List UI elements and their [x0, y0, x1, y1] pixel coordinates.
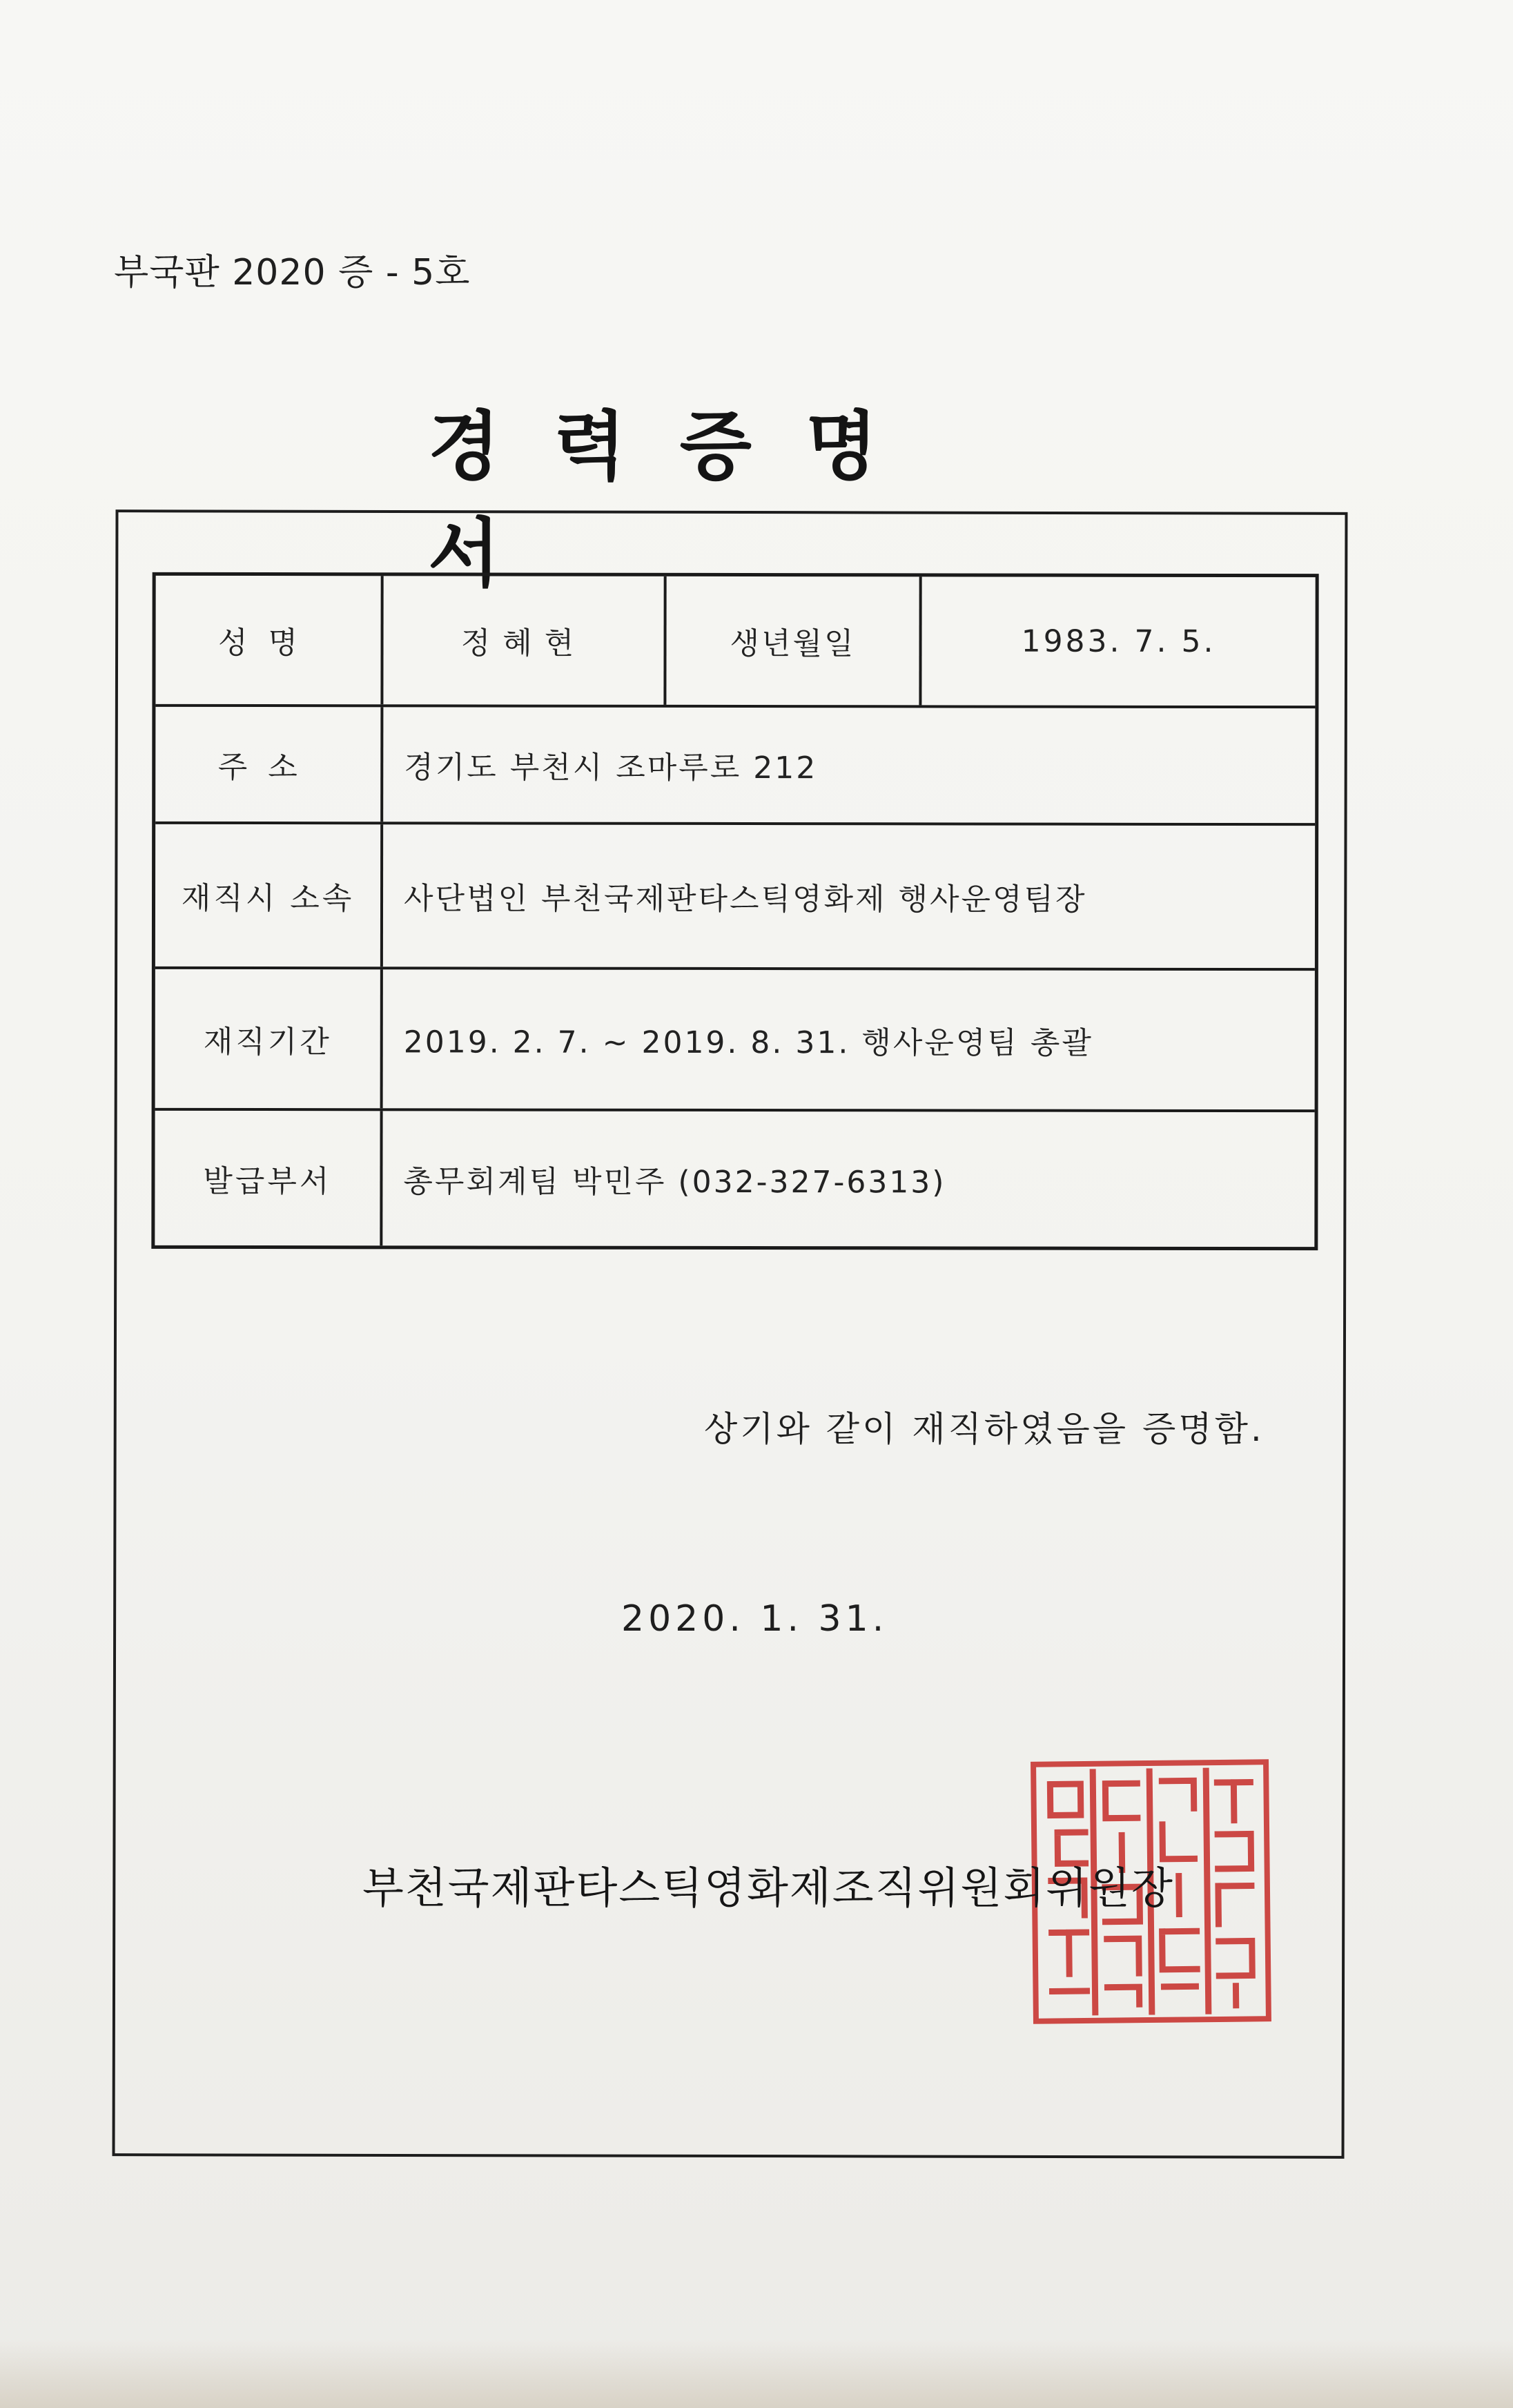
address-label: 주소 — [155, 707, 383, 822]
table-row-affiliation — [155, 824, 1315, 971]
period-value: 2019. 2. 7. ~ 2019. 8. 31. 행사운영팀 총괄 — [403, 1024, 1093, 1061]
certification-statement: 상기와 같이 재직하였음을 증명함. — [704, 1409, 1265, 1449]
period-label: 재직기간 — [155, 969, 383, 1108]
table-row-issuing-dept — [155, 1111, 1314, 1247]
table-row-period — [155, 969, 1315, 1112]
table-row-name — [155, 576, 1315, 708]
table-row-address — [155, 707, 1315, 826]
issuer-name: 부천국제판타스틱영화제조직위원회위원장 — [362, 1863, 1174, 1913]
address-value: 경기도 부천시 조마루로 212 — [404, 750, 818, 786]
affiliation-label: 재직시 소속 — [155, 824, 383, 967]
name-label: 성명 — [155, 576, 383, 704]
document-number: 부국판 2020 증 - 5호 — [114, 252, 471, 293]
name-value: 정혜현 — [383, 576, 666, 705]
issue-date: 2020. 1. 31. — [621, 1598, 888, 1640]
affiliation-value: 사단법인 부천국제판타스틱영화제 행사운영팀장 — [403, 881, 1087, 917]
birth-value: 1983. 7. 5. — [1021, 623, 1216, 659]
document-title: 경력증명서 — [428, 404, 932, 597]
issuing-dept-value: 총무회계팀 박민주 (032-327-6313) — [403, 1163, 946, 1200]
page-edge-shadow — [0, 2340, 1513, 2408]
birth-label: 생년월일 — [666, 576, 921, 706]
issuing-dept-label: 발급부서 — [155, 1111, 382, 1245]
info-table — [151, 572, 1318, 1250]
